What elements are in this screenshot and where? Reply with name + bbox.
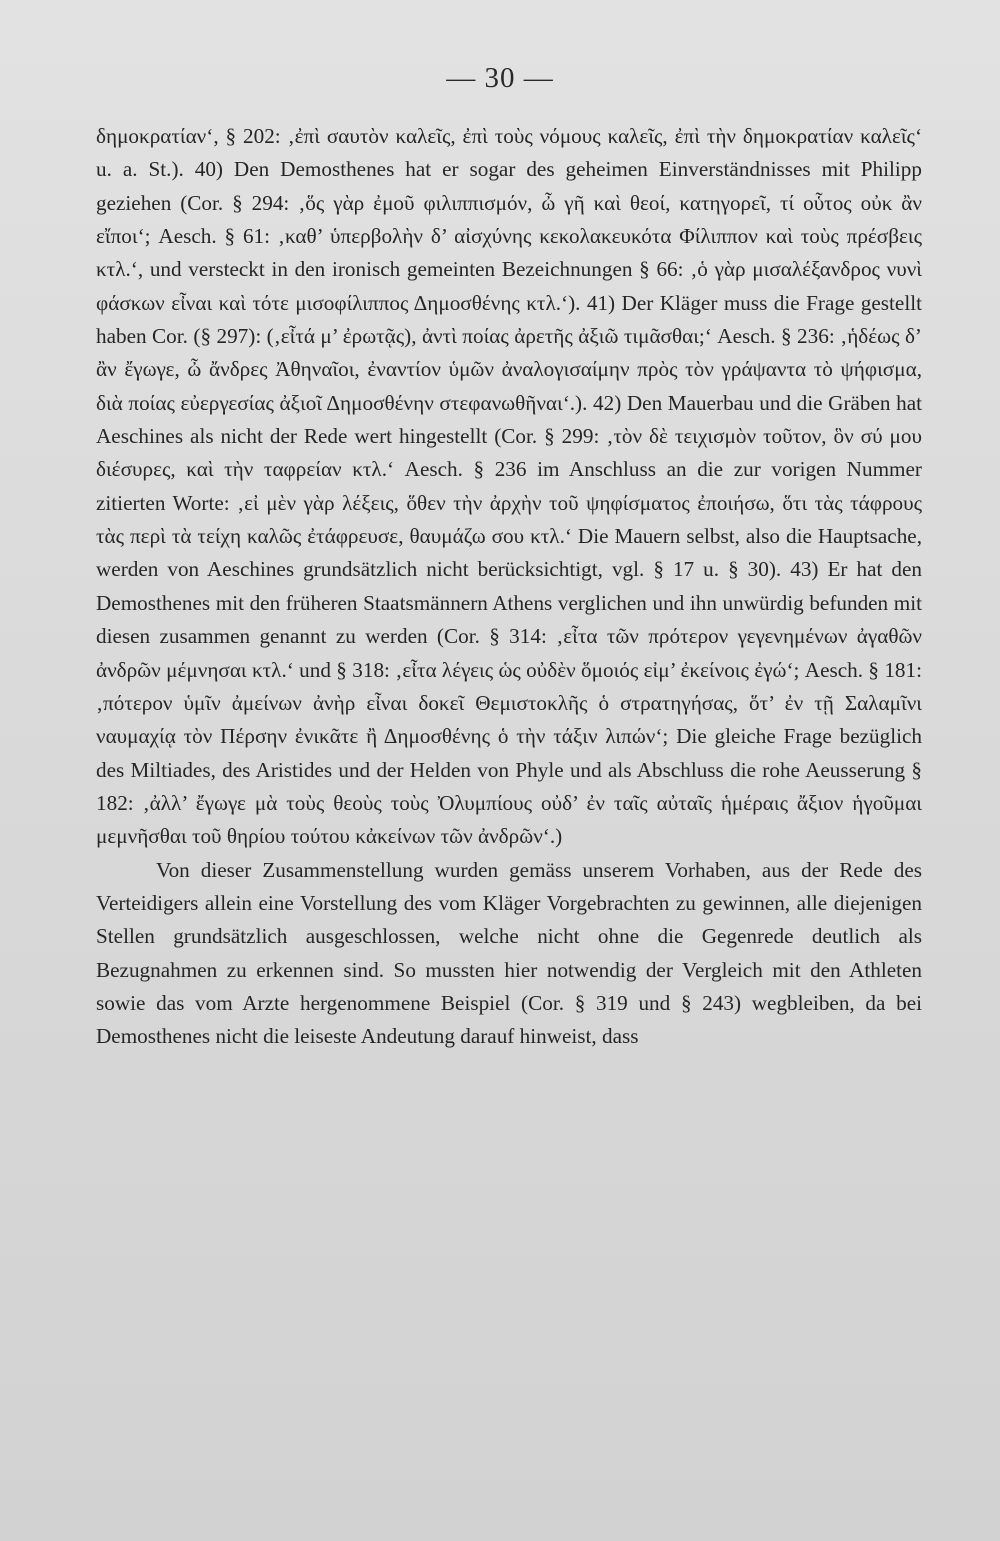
body-text: [96, 120, 922, 1054]
paragraph-references: δημοκρατίαν‘, § 202: ‚ἐπὶ σαυτὸν καλεῖς, ἐπὶ τοὺς νόμους καλεῖς, ἐπὶ τὴν δημοκρατίαν καλεῖς‘ u. a. St.). 40) Den Demosthenes hat er sogar des geheimen Einverständnisses mit Philipp geziehen (Cor. § 294: ‚ὅς γὰρ ἐμοῦ φιλιππισμόν, ὦ γῆ καὶ θεοί, κατηγορεῖ, τί οὗτος οὐκ ἂν εἴποι‘; Aesch. § 61: ‚καθ’ ὑπερβολὴν δ’ αἰσχύνης κεκολακευκότα Φίλιππον καὶ τοὺς πρέσβεις κτλ.‘, und versteckt in den ironisch gemeinten Bezeichnungen § 66: ‚ὁ γὰρ μισαλέξανδρος νυνὶ φάσκων εἶναι καὶ τότε μισοφίλιππος Δημοσθένης κτλ.‘). 41) Der Kläger muss die Frage gestellt haben Cor. (§ 297): (‚εἶτά μ’ ἐρωτᾷς), ἀντὶ ποίας ἀρετῆς ἀξιῶ τιμᾶσθαι;‘ Aesch. § 236: ‚ἡδέως δ’ ἂν ἔγωγε, ὦ ἄνδρες Ἀθηναῖοι, ἐναντίον ὑμῶν ἀναλογισαίμην πρὸς τὸν γράψαντα τὸ ψήφισμα, διὰ ποίας εὐεργεσίας ἀξιοῖ Δημοσθένην στεφανωθῆναι‘.). 42) Den Mauerbau und die Gräben hat Aeschines als nicht der Rede wert hingestellt (Cor. § 299: ‚τὸν δὲ τειχισμὸν τοῦτον, ὃν σύ μου διέσυρες, καὶ τὴν ταφρείαν κτλ.‘ Aesch. § 236 im Anschluss an die zur vorigen Nummer zitierten Worte: ‚εἰ μὲν γὰρ λέξεις, ὅθεν τὴν ἀρχὴν τοῦ ψηφίσματος ἐποιήσω, ὅτι τὰς τάφρους τὰς περὶ τὰ τείχη καλῶς ἐτάφρευσε, θαυμάζω σου κτλ.‘ Die Mauern selbst, also die Hauptsache, werden von Aeschines grundsätzlich nicht berücksichtigt, vgl. § 17 u. § 30). 43) Er hat den Demosthenes mit den früheren Staatsmännern Athens verglichen und ihn unwürdig befunden mit diesen zusammen genannt zu werden (Cor. § 314: ‚εἶτα τῶν πρότερον γεγενημένων ἀγαθῶν ἀνδρῶν μέμνησαι κτλ.‘ und § 318: ‚εἶτα λέγεις ὡς οὐδὲν ὅμοιός εἰμ’ ἐκείνοις ἐγώ‘; Aesch. § 181: ‚πότερον ὑμῖν ἀμείνων ἀνὴρ εἶναι δοκεῖ Θεμιστοκλῆς ὁ στρατηγήσας, ὅτ’ ἐν τῇ Σαλαμῖνι ναυμαχίᾳ τὸν Πέρσην ἐνικᾶτε ἢ Δημοσθένης ὁ τὴν τάξιν λιπών‘; Die gleiche Frage bezüglich des Miltiades, des Aristides und der Helden von Phyle und als Abschluss die rohe Aeusserung § 182: ‚ἀλλ’ ἔγωγε μὰ τοὺς θεοὺς τοὺς Ὀλυμπίους οὐδ’ ἐν ταῖς αὐταῖς ἡμέραις ἄξιον ἡγοῦμαι μεμνῆσθαι τοῦ θηρίου τούτου κἀκείνων τῶν ἀνδρῶν‘.): [96, 124, 922, 849]
paragraph-summary: Von dieser Zusammenstellung wurden gemäss unserem Vorhaben, aus der Rede des Verteidigers allein eine Vorstellung des vom Kläger Vorgebrachten zu gewinnen, alle diejenigen Stellen grundsätzlich ausgeschlossen, welche nicht ohne die Gegenrede deutlich als Bezugnahmen zu erkennen sind. So mussten hier notwendig der Vergleich mit den Athleten sowie das vom Arzte hergenommene Beispiel (Cor. § 319 und § 243) wegbleiben, da bei Demosthenes nicht die leiseste Andeutung darauf hinweist, dass: [96, 857, 922, 1049]
page-number: — 30 —: [446, 62, 554, 94]
